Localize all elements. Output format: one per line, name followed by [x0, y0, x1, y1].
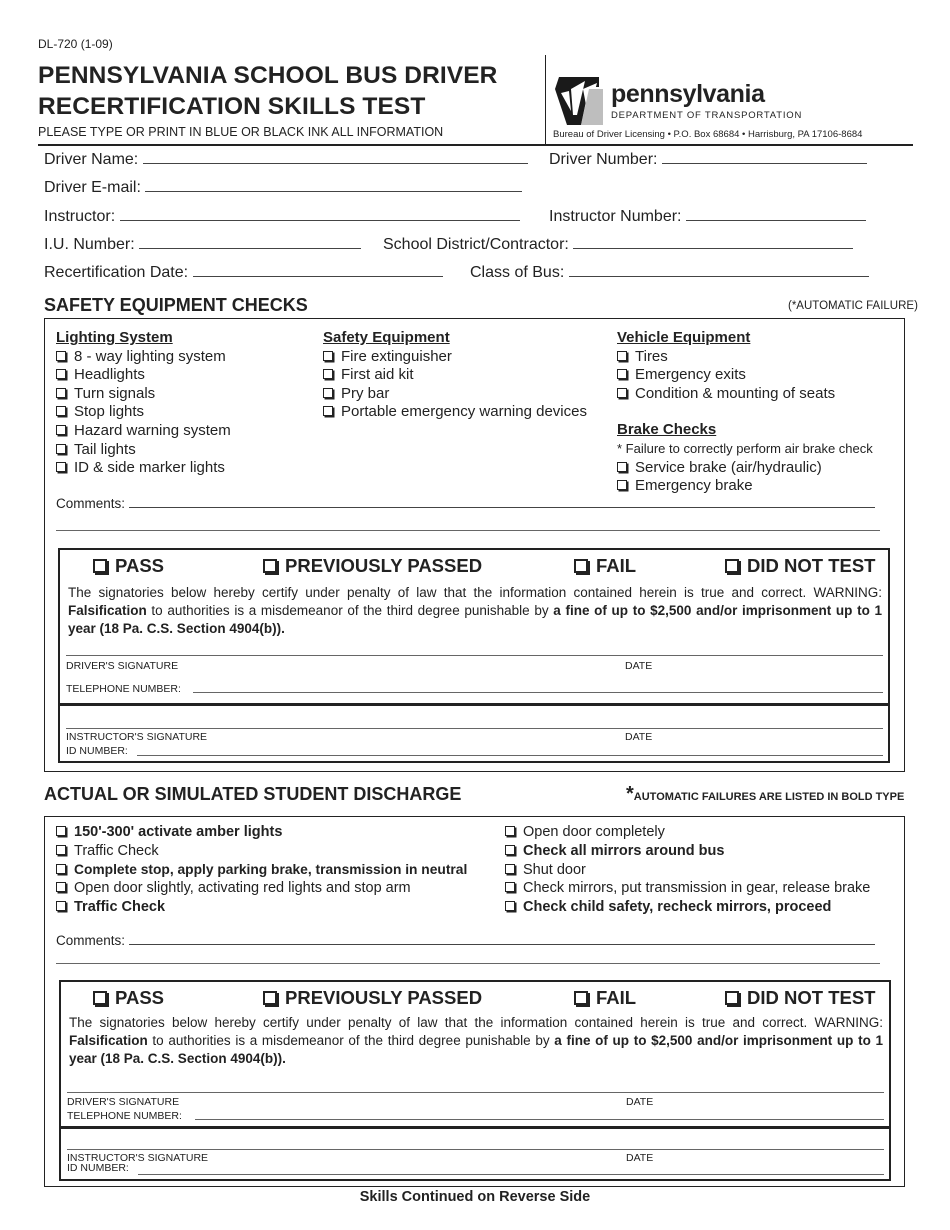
form-number: DL-720 (1-09) [38, 37, 113, 51]
checkbox[interactable] [56, 462, 66, 472]
discharge-comments [56, 933, 875, 948]
did-not-test-option[interactable]: DID NOT TEST [725, 555, 875, 577]
logo-department: DEPARTMENT OF TRANSPORTATION [611, 110, 803, 121]
checkbox[interactable] [93, 559, 107, 573]
fail-option[interactable]: FAIL [574, 987, 636, 1009]
checkbox[interactable] [263, 991, 277, 1005]
checkbox[interactable] [323, 369, 333, 379]
title-line-1: PENNSYLVANIA SCHOOL BUS DRIVER [38, 62, 498, 89]
list-item[interactable]: Turn signals [56, 385, 231, 404]
comments-rule [56, 963, 880, 964]
list-item[interactable]: Hazard warning system [56, 422, 231, 441]
driver-email-input[interactable] [145, 178, 522, 192]
title-line-2: RECERTIFICATION SKILLS TEST [38, 93, 426, 120]
driver-email-label: Driver E-mail: [44, 179, 141, 196]
iu-number-input[interactable] [139, 235, 361, 249]
driver-signature-line[interactable] [66, 655, 883, 656]
id-number-label: ID NUMBER: [66, 745, 128, 757]
list-item[interactable]: Pry bar [323, 385, 587, 404]
list-item[interactable]: Complete stop, apply parking brake, transmission in neutral [56, 861, 467, 880]
discharge-result-box [59, 980, 891, 1181]
checkbox[interactable] [505, 826, 515, 836]
checkbox[interactable] [617, 480, 627, 490]
list-item[interactable]: Service brake (air/hydraulic) [617, 459, 873, 478]
checkbox[interactable] [56, 845, 66, 855]
instructor-number-input[interactable] [686, 207, 866, 221]
checkbox[interactable] [323, 388, 333, 398]
id-number-line[interactable] [138, 1174, 884, 1175]
driver-date-label: DATE [626, 1096, 654, 1108]
safety-equipment-column [323, 329, 587, 422]
telephone-label: TELEPHONE NUMBER: [67, 1110, 182, 1122]
fail-option[interactable]: FAIL [574, 555, 636, 577]
recert-date-field [44, 263, 443, 282]
checkbox[interactable] [56, 351, 66, 361]
instructor-field [44, 207, 520, 226]
checkbox[interactable] [56, 444, 66, 454]
instructor-number-label: Instructor Number: [549, 208, 682, 225]
checkbox[interactable] [93, 991, 107, 1005]
did-not-test-option[interactable]: DID NOT TEST [725, 987, 875, 1009]
comments-input[interactable] [129, 496, 875, 508]
recert-date-label: Recertification Date: [44, 264, 189, 281]
driver-name-field [44, 150, 528, 169]
automatic-failure-note: (*AUTOMATIC FAILURE) [788, 300, 918, 312]
checkbox[interactable] [56, 425, 66, 435]
instructor-label: Instructor: [44, 208, 116, 225]
school-district-label: School District/Contractor: [383, 236, 569, 253]
list-item[interactable]: Open door completely [505, 823, 870, 842]
checkbox[interactable] [56, 882, 66, 892]
certification-statement: The signatories below hereby certify under penalty of law that the information contained herein is true and correct. WARNING: Falsification to authorities is a misdemeanor of the third degree punishable by a fine of up to $2,500 and/or imprisonment up to 1 year (18 Pa. C.S. Section 4904(b)). [68, 585, 883, 636]
checkbox[interactable] [505, 901, 515, 911]
checkbox[interactable] [617, 462, 627, 472]
ink-instruction: PLEASE TYPE OR PRINT IN BLUE OR BLACK INK ALL INFORMATION [38, 125, 444, 139]
list-item[interactable]: Open door slightly, activating red lights and stop arm [56, 879, 467, 898]
block-separator [58, 703, 890, 706]
bureau-address: Bureau of Driver Licensing • P.O. Box 68684 • Harrisburg, PA 17106-8684 [553, 129, 863, 140]
checkbox[interactable] [617, 369, 627, 379]
driver-date-label: DATE [625, 660, 653, 672]
list-item[interactable]: Traffic Check [56, 898, 467, 917]
list-item[interactable]: Fire extinguisher [323, 348, 587, 367]
id-number-line[interactable] [137, 755, 883, 756]
list-item[interactable]: Stop lights [56, 403, 231, 422]
class-of-bus-label: Class of Bus: [470, 264, 565, 281]
driver-signature-label: DRIVER'S SIGNATURE [66, 660, 179, 672]
instructor-signature-label: INSTRUCTOR'S SIGNATURE [67, 1152, 209, 1164]
discharge-right-column [505, 823, 870, 917]
list-item[interactable]: Headlights [56, 366, 231, 385]
list-item[interactable]: 150'-300' activate amber lights [56, 823, 467, 842]
checkbox[interactable] [725, 559, 739, 573]
school-district-field [383, 235, 853, 254]
checkbox[interactable] [56, 406, 66, 416]
logo-wordmark: pennsylvania [611, 80, 765, 108]
list-item[interactable]: Shut door [505, 861, 870, 880]
driver-number-label: Driver Number: [549, 151, 658, 168]
instructor-signature-label: INSTRUCTOR'S SIGNATURE [66, 731, 208, 743]
header-divider-vertical [545, 55, 546, 145]
checkbox[interactable] [56, 864, 66, 874]
iu-number-field [44, 235, 361, 254]
telephone-line[interactable] [195, 1119, 884, 1120]
list-item[interactable]: Tires [617, 348, 873, 367]
certification-statement: The signatories below hereby certify under penalty of law that the information contained herein is true and correct. WARNING: Falsification to authorities is a misdemeanor of the third degree punishable by a fine of up to $2,500 and/or imprisonment up to 1 year (18 Pa. C.S. Section 4904(b)). [69, 1015, 884, 1066]
list-item[interactable]: First aid kit [323, 366, 587, 385]
iu-number-label: I.U. Number: [44, 236, 135, 253]
checkbox[interactable] [574, 991, 588, 1005]
list-item[interactable]: Emergency brake [617, 477, 873, 496]
lighting-system-column [56, 329, 231, 478]
comments-input[interactable] [129, 933, 875, 945]
vehicle-equipment-heading: Vehicle Equipment [617, 329, 751, 346]
discharge-left-column [56, 823, 467, 917]
class-of-bus-input[interactable] [569, 263, 869, 277]
list-item[interactable]: Traffic Check [56, 842, 467, 861]
safety-section-heading: SAFETY EQUIPMENT CHECKS [44, 295, 308, 315]
driver-number-input[interactable] [662, 150, 867, 164]
pass-option[interactable]: PASS [93, 555, 164, 577]
instructor-date-label: DATE [626, 1152, 654, 1164]
safety-equipment-heading: Safety Equipment [323, 329, 450, 346]
brake-checks-heading: Brake Checks [617, 421, 717, 439]
instructor-date-label: DATE [625, 731, 653, 743]
previously-passed-option[interactable]: PREVIOUSLY PASSED [263, 987, 482, 1009]
list-item[interactable]: Portable emergency warning devices [323, 403, 587, 422]
comments-label: Comments: [56, 496, 126, 511]
previously-passed-option[interactable]: PREVIOUSLY PASSED [263, 555, 482, 577]
list-item[interactable]: Emergency exits [617, 366, 873, 385]
checkbox[interactable] [323, 406, 333, 416]
brake-checks-note: * Failure to correctly perform air brake check [617, 440, 873, 456]
list-item[interactable]: Check all mirrors around bus [505, 842, 870, 861]
instructor-number-field [549, 207, 866, 226]
telephone-label: TELEPHONE NUMBER: [66, 683, 181, 695]
checkbox[interactable] [263, 559, 277, 573]
checkbox[interactable] [505, 845, 515, 855]
checkbox[interactable] [574, 559, 588, 573]
list-item[interactable]: Condition & mounting of seats [617, 385, 873, 404]
driver-number-field [549, 150, 867, 169]
penndot-keystone-logo-icon [553, 75, 605, 127]
header-divider-horizontal [38, 144, 913, 146]
page-title [38, 60, 497, 122]
checkbox[interactable] [617, 351, 627, 361]
checkbox[interactable] [617, 388, 627, 398]
id-number-label: ID NUMBER: [67, 1162, 129, 1174]
checkbox[interactable] [56, 826, 66, 836]
list-item[interactable]: Check mirrors, put transmission in gear, release brake [505, 879, 870, 898]
block-separator [59, 1126, 891, 1129]
checkbox[interactable] [505, 882, 515, 892]
comments-rule [56, 530, 880, 531]
checkbox[interactable] [56, 369, 66, 379]
driver-signature-line[interactable] [67, 1092, 884, 1093]
list-item[interactable]: 8 - way lighting system [56, 348, 231, 367]
driver-name-input[interactable] [143, 150, 528, 164]
instructor-signature-line[interactable] [67, 1149, 884, 1150]
checkbox[interactable] [56, 901, 66, 911]
list-item[interactable]: Check child safety, recheck mirrors, proceed [505, 898, 870, 917]
vehicle-equipment-column [617, 329, 873, 496]
comments-label: Comments: [56, 933, 126, 948]
recert-date-input[interactable] [193, 263, 443, 277]
class-of-bus-field [470, 263, 869, 282]
safety-comments [56, 496, 875, 511]
lighting-heading: Lighting System [56, 329, 173, 346]
bold-type-note: *AUTOMATIC FAILURES ARE LISTED IN BOLD TYPE [626, 783, 905, 805]
pass-option[interactable]: PASS [93, 987, 164, 1009]
driver-signature-label: DRIVER'S SIGNATURE [67, 1096, 180, 1108]
reverse-side-note: Skills Continued on Reverse Side [359, 1189, 591, 1205]
list-item[interactable]: ID & side marker lights [56, 459, 231, 478]
checkbox[interactable] [56, 388, 66, 398]
driver-email-field [44, 178, 522, 197]
school-district-input[interactable] [573, 235, 853, 249]
list-item[interactable]: Tail lights [56, 441, 231, 460]
instructor-input[interactable] [120, 207, 520, 221]
instructor-signature-line[interactable] [66, 728, 883, 729]
telephone-line[interactable] [193, 692, 883, 693]
checkbox[interactable] [323, 351, 333, 361]
checkbox[interactable] [725, 991, 739, 1005]
driver-name-label: Driver Name: [44, 151, 139, 168]
discharge-section-heading: ACTUAL OR SIMULATED STUDENT DISCHARGE [44, 784, 462, 804]
checkbox[interactable] [505, 864, 515, 874]
